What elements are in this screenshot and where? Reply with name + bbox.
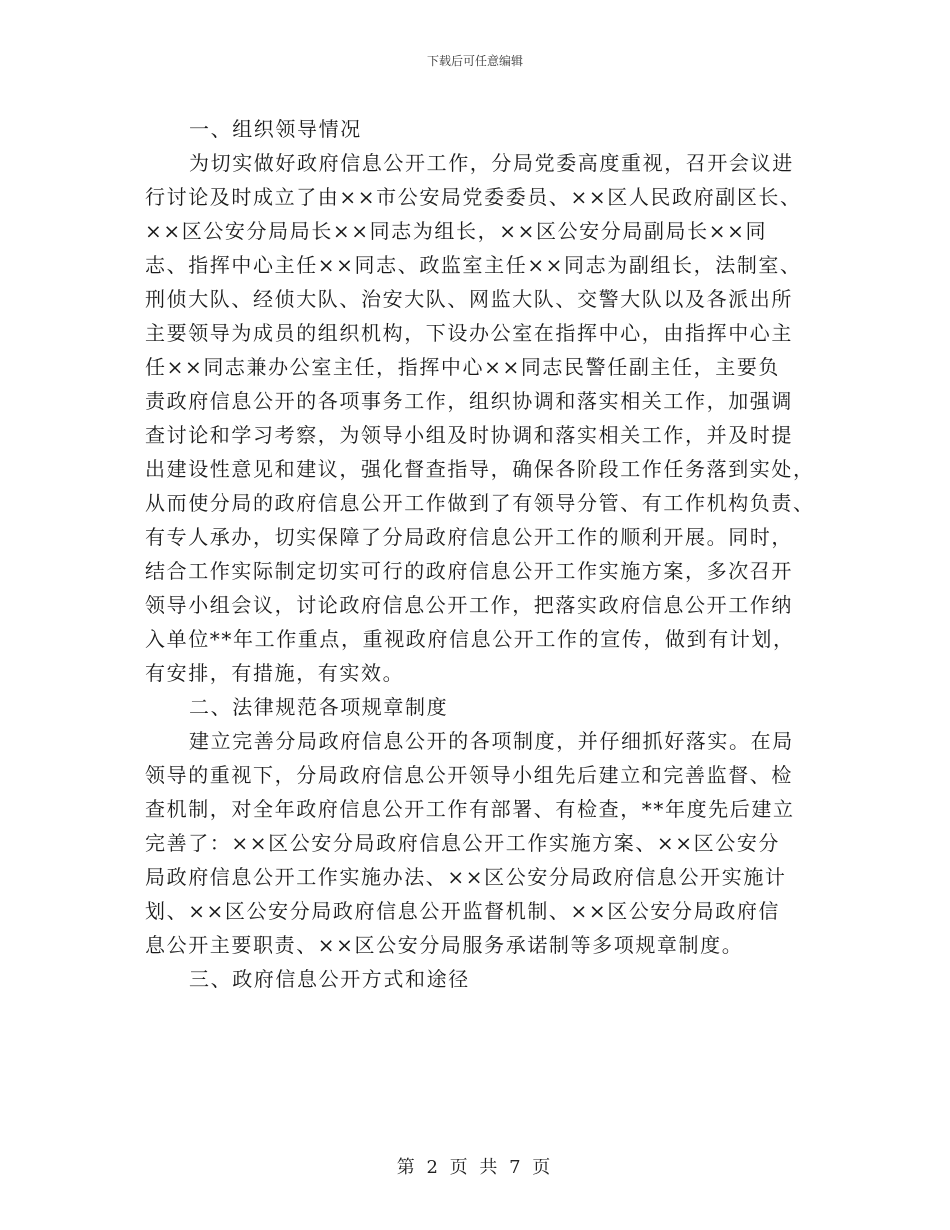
paragraph-line: 划、××区公安分局政府信息公开监督机制、××区公安分局政府信: [145, 899, 781, 923]
paragraph-line: 有专人承办，切实保障了分局政府信息公开工作的顺利开展。同时，: [145, 525, 793, 549]
section-heading-3: 三、政府信息公开方式和途径: [189, 967, 470, 991]
paragraph-line: ××区公安分局局长××同志为组长，××区公安分局副局长××同: [145, 219, 768, 243]
paragraph-line: 局政府信息公开工作实施办法、××区公安分局政府信息公开实施计: [145, 865, 787, 889]
paragraph-line: 主要领导为成员的组织机构，下设办公室在指挥中心，由指挥中心主: [145, 321, 793, 345]
paragraph-line: 建立完善分局政府信息公开的各项制度，并仔细抓好落实。在局: [189, 729, 794, 753]
paragraph-line: 有安排，有措施，有实效。: [145, 661, 405, 685]
paragraph-line: 从而使分局的政府信息公开工作做到了有领导分管、有工作机构负责、: [145, 491, 815, 515]
paragraph-line: 志、指挥中心主任××同志、政监室主任××同志为副组长，法制室、: [145, 253, 802, 277]
paragraph-line: 任××同志兼办公室主任，指挥中心××同志民警任副主任，主要负: [145, 355, 781, 379]
paragraph-line: 入单位**年工作重点，重视政府信息公开工作的宣传，做到有计划，: [145, 627, 795, 651]
paragraph-line: 责政府信息公开的各项事务工作，组织协调和落实相关工作，加强调: [145, 389, 793, 413]
paragraph-line: 领导的重视下，分局政府信息公开领导小组先后建立和完善监督、检: [145, 763, 793, 787]
paragraph-line: 查机制，对全年政府信息公开工作有部署、有检查，**年度先后建立: [145, 797, 795, 821]
paragraph-line: 完善了：××区公安分局政府信息公开工作实施方案、××区公安分: [145, 831, 781, 855]
paragraph-line: 为切实做好政府信息公开工作，分局党委高度重视，召开会议进: [189, 151, 794, 175]
section-heading-2: 二、法律规范各项规章制度: [189, 695, 449, 719]
paragraph-line: 行讨论及时成立了由××市公安局党委委员、××区人民政府副区长、: [145, 185, 802, 209]
page-header: 下载后可任意编辑: [426, 54, 523, 68]
paragraph-line: 查讨论和学习考察，为领导小组及时协调和落实相关工作，并及时提: [145, 423, 793, 447]
paragraph-line: 结合工作实际制定切实可行的政府信息公开工作实施方案，多次召开: [145, 559, 793, 583]
document-body: [145, 112, 815, 996]
section-heading-1: 一、组织领导情况: [189, 117, 362, 141]
paragraph-line: 领导小组会议，讨论政府信息公开工作，把落实政府信息公开工作纳: [145, 593, 793, 617]
paragraph-line: 息公开主要职责、××区公安分局服务承诺制等多项规章制度。: [145, 933, 744, 957]
page-number-footer: 第 2 页 共 7 页: [396, 1157, 554, 1178]
paragraph-line: 刑侦大队、经侦大队、治安大队、网监大队、交警大队以及各派出所: [145, 287, 793, 311]
paragraph-line: 出建设性意见和建议，强化督查指导，确保各阶段工作任务落到实处，: [145, 457, 815, 481]
